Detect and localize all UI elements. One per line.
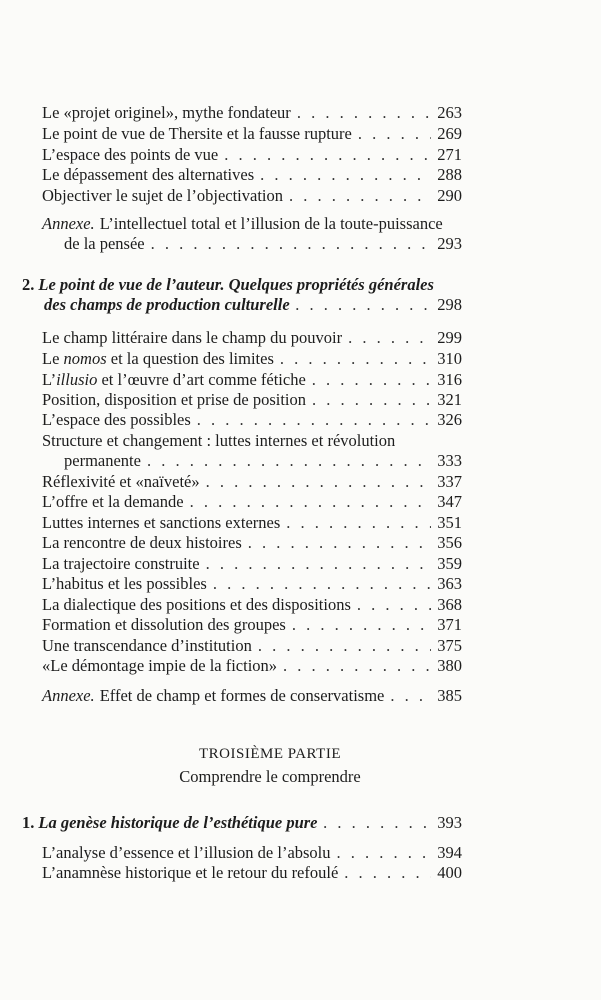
toc-entry-page: 321: [437, 390, 462, 409]
toc-entry-page: 359: [437, 554, 462, 573]
toc-entry-title: L’habitus et les possibles: [42, 574, 207, 593]
toc-entry-page: 394: [437, 843, 462, 862]
toc-entry-page: 263: [437, 103, 462, 122]
toc-entry-title: Structure et changement : luttes internes et révolution: [42, 431, 396, 450]
toc-entry-title: Le «projet originel», mythe fondateur: [42, 103, 291, 122]
toc-entry: [42, 615, 462, 635]
toc-entry: [42, 186, 462, 206]
toc-entry-page: 363: [437, 574, 462, 593]
toc-entry-title: Formation et dissolution des groupes: [42, 615, 286, 634]
toc-entry: [42, 843, 462, 863]
part-subtitle: Comprendre le comprendre: [179, 767, 361, 786]
annex-title-line2: de la pensée: [64, 234, 145, 253]
toc-entry-title: Le point de vue de Thersite et la fausse rupture: [42, 124, 352, 143]
toc-entry-page: 368: [437, 595, 462, 614]
chapter-title-line1: Le point de vue de l’auteur. Quelques propriétés générales: [38, 275, 434, 294]
chapter-number: 2.: [22, 275, 35, 294]
toc-entry: [42, 328, 462, 348]
toc-entry-title: La rencontre de deux histoires: [42, 533, 242, 552]
toc-entry-title: L’espace des points de vue: [42, 145, 219, 164]
toc-entry-page: 293: [437, 234, 462, 253]
part-heading: TROISIÈME PARTIE: [199, 746, 341, 762]
toc-entry-page: 310: [437, 349, 462, 368]
toc-entry: [42, 370, 462, 390]
annex-label: Annexe.: [42, 214, 95, 233]
toc-entry-title: La dialectique des positions et des dispositions: [42, 595, 351, 614]
toc-entry: [42, 124, 462, 144]
toc-entry: [42, 554, 462, 574]
toc-entry-page: 271: [437, 145, 462, 164]
toc-entry-page: 269: [437, 124, 462, 143]
toc-entry-page: 299: [437, 328, 462, 347]
toc-entry-page: 393: [437, 813, 462, 832]
toc-entry: [42, 103, 462, 123]
toc-entry: [42, 636, 462, 656]
toc-entry-page: 385: [437, 686, 462, 705]
chapter-entry: [22, 275, 462, 315]
chapter-entry: [22, 813, 462, 833]
annex-title-line1: L’intellectuel total et l’illusion de la toute-puissance: [99, 214, 443, 233]
annex-entry: [42, 686, 462, 706]
toc-entry-title: L’illusio et l’œuvre d’art comme fétiche: [42, 370, 306, 389]
toc-entry-title: Réflexivité et «naïveté»: [42, 472, 200, 491]
toc-entry-title: Objectiver le sujet de l’objectivation: [42, 186, 283, 205]
toc-entry: [42, 656, 462, 676]
annex-label: Annexe.: [42, 686, 95, 705]
chapter-number: 1.: [22, 813, 35, 832]
toc-entry: [42, 390, 462, 410]
annex-title: Effet de champ et formes de conservatisme: [99, 686, 385, 705]
toc-entry-page: 356: [437, 533, 462, 552]
toc-entry: [42, 863, 462, 883]
toc-entry-page: 371: [437, 615, 462, 634]
toc-entry: [42, 145, 462, 165]
toc-entry-page: 347: [437, 492, 462, 511]
chapter-title-line2: des champs de production culturelle: [44, 295, 290, 314]
toc-entry-title: Position, disposition et prise de position: [42, 390, 307, 409]
toc-entry-page: 400: [437, 863, 462, 882]
toc-entry-page: 326: [437, 410, 462, 429]
toc-entry: [42, 595, 462, 615]
toc-entry: [42, 513, 462, 533]
toc-entry-title: L’espace des possibles: [42, 410, 191, 429]
toc-entry-page: 298: [437, 295, 462, 314]
toc-entry-page: 337: [437, 472, 462, 491]
toc-entry: [42, 533, 462, 553]
toc-entry: [42, 410, 462, 430]
toc-entry-title: Une transcendance d’institution: [42, 636, 252, 655]
toc-entry-page: 288: [437, 165, 462, 184]
toc-entry: [42, 349, 462, 369]
toc-entry: [42, 165, 462, 185]
toc-entry: [42, 431, 462, 471]
toc-entry-page: 333: [437, 451, 462, 470]
toc-entry: [42, 574, 462, 594]
toc-entry-title-line2: permanente: [64, 451, 141, 470]
toc-entry: [42, 492, 462, 512]
toc-entry-title: «Le démontage impie de la fiction»: [42, 656, 278, 675]
chapter-title: La genèse historique de l’esthétique pure: [38, 813, 318, 832]
toc-entry-title: L’offre et la demande: [42, 492, 184, 511]
toc-entry-title: Le nomos et la question des limites: [42, 349, 274, 368]
toc-entry-title: Le champ littéraire dans le champ du pouvoir: [42, 328, 343, 347]
toc-entry-title: L’anamnèse historique et le retour du refoulé: [42, 863, 339, 882]
toc-entry-page: 351: [437, 513, 462, 532]
toc-entry: [42, 472, 462, 492]
toc-entry-title: L’analyse d’essence et l’illusion de l’absolu: [42, 843, 331, 862]
toc-entry-page: 380: [437, 656, 462, 675]
toc-entry-page: 290: [437, 186, 462, 205]
toc-entry-page: 375: [437, 636, 462, 655]
toc-entry-page: 316: [437, 370, 462, 389]
toc-entry-title: Le dépassement des alternatives: [42, 165, 255, 184]
toc-entry-title: La trajectoire construite: [42, 554, 200, 573]
annex-entry: [42, 214, 462, 254]
toc-entry-title: Luttes internes et sanctions externes: [42, 513, 281, 532]
